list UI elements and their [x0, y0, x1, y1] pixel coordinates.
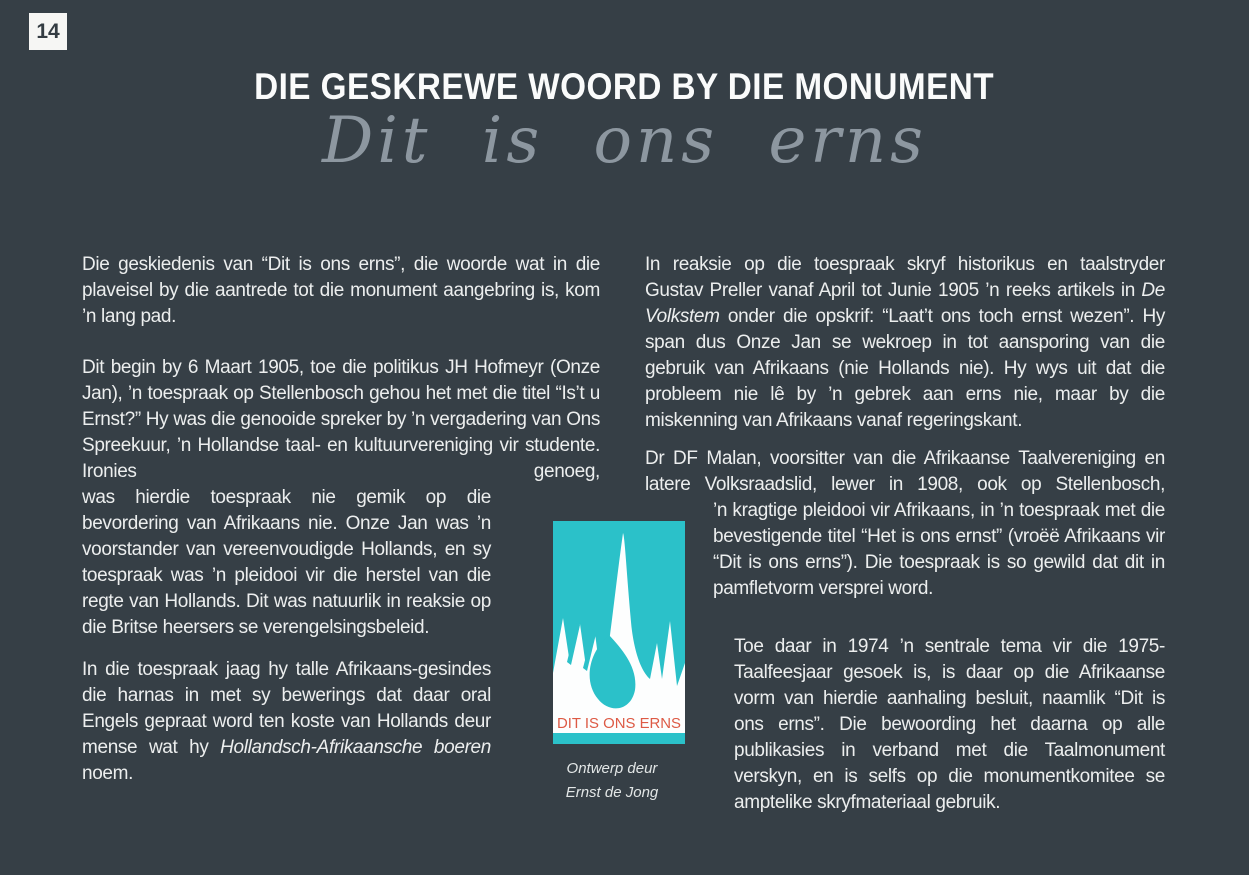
paragraph-right-2-end: ’n kragtige pleidooi vir Afrikaans, in ’n toespraak met die bevestigende titel “Het is ons ernst” (vroëë Afrikaans vir “Dit is ons erns”). Die toespraak is so gewild dat dit in pamfletvorm versprei word. — [713, 500, 1165, 599]
paragraph-left-1: Die geskiedenis van “Dit is ons erns”, die woorde wat in die plaveisel by die aantrede tot die monument aangebring is, kom ’n lang pad. — [82, 254, 600, 327]
text-segment: In reaksie op die toespraak skryf historikus en taalstryder Gustav Preller vanaf April tot Junie 1905 ’n reeks artikels in — [645, 254, 1165, 301]
page-number: 14 — [36, 19, 60, 43]
text-segment: onder die opskrif: “Laat’t ons toch ernst wezen”. Hy span dus Onze Jan se wekroep in tot aansporing van die gebruik van Afrikaans (nie Hollands nie). Hy wys uit dat die probleem nie lê by ’n gebrek aan erns nie, maar by die miskenning van Afrikaans vanaf regeringskant. — [645, 306, 1165, 431]
paragraph-right-2-start: Dr DF Malan, voorsitter van die Afrikaanse Taalvereniging en latere Volksraadslid, lewer in 1908, ook op Stellenbosch, — [645, 448, 1165, 495]
script-subtitle: Dit is ons erns — [322, 104, 927, 178]
paragraph-right-3: Toe daar in 1974 ’n sentrale tema vir die 1975-Taalfeesjaar gesoek is, is daar op die Afrikaanse vorm van hierdie aanhaling besluit, naamlik “Dit is ons erns”. Die bewoording het daarna op alle publikasies in verband met die Taalmonument verskyn, en is selfs op die monumentkomitee se amptelike skryfmateriaal gebruik. — [734, 636, 1165, 813]
poster-caption — [538, 757, 686, 805]
poster-image — [553, 521, 685, 744]
page-number-box — [29, 13, 67, 50]
paragraph-right-1 — [645, 252, 1165, 434]
caption-line-1: Ontwerp deur — [566, 760, 658, 777]
italic-phrase: De Volkstem — [645, 280, 1165, 327]
right-column-middle — [713, 498, 1165, 602]
right-column-lower — [734, 634, 1165, 816]
page-title-text: DIE GESKREWE WOORD BY DIE MONUMENT — [254, 66, 995, 107]
left-column-upper — [82, 252, 600, 485]
text-segment: In die toespraak jaag hy talle Afrikaans-gesindes die harnas in met sy bewerings dat daar oral Engels gepraat word ten koste van Hollands deur mense wat hy — [82, 659, 491, 758]
poster-title-text: DIT IS ONS ERNS — [557, 716, 681, 732]
page-title — [0, 66, 1249, 108]
paragraph-left-3 — [82, 657, 491, 787]
italic-phrase: Hollandsch-Afrikaansche boeren — [220, 737, 491, 758]
text-segment: noem. — [82, 763, 134, 784]
monument-silhouette — [553, 521, 685, 744]
caption-line-2: Ernst de Jong — [565, 784, 659, 801]
poster-bottom-band — [553, 733, 685, 744]
left-column-lower — [82, 485, 491, 787]
right-column-upper — [645, 252, 1165, 498]
paragraph-left-2-end: was hierdie toespraak nie gemik op die bevordering van Afrikaans nie. Onze Jan was ’n voorstander van vereenvoudigde Hollands, en sy toespraak was ’n pleidooi vir die herstel van die regte van Hollands. Dit was natuurlik in reaksie op die Britse heersers se verengelsingsbeleid. — [82, 487, 491, 638]
paragraph-left-2-start: Dit begin by 6 Maart 1905, toe die politikus JH Hofmeyr (Onze Jan), ’n toespraak op Stellenbosch gehou het met die titel “Is’t u Ernst?” Hy was die genooide spreker by ’n vergadering van Ons Spreekuur, ’n Hollandse taal- en kultuurvereniging vir studente. Ironies genoeg, — [82, 357, 600, 482]
